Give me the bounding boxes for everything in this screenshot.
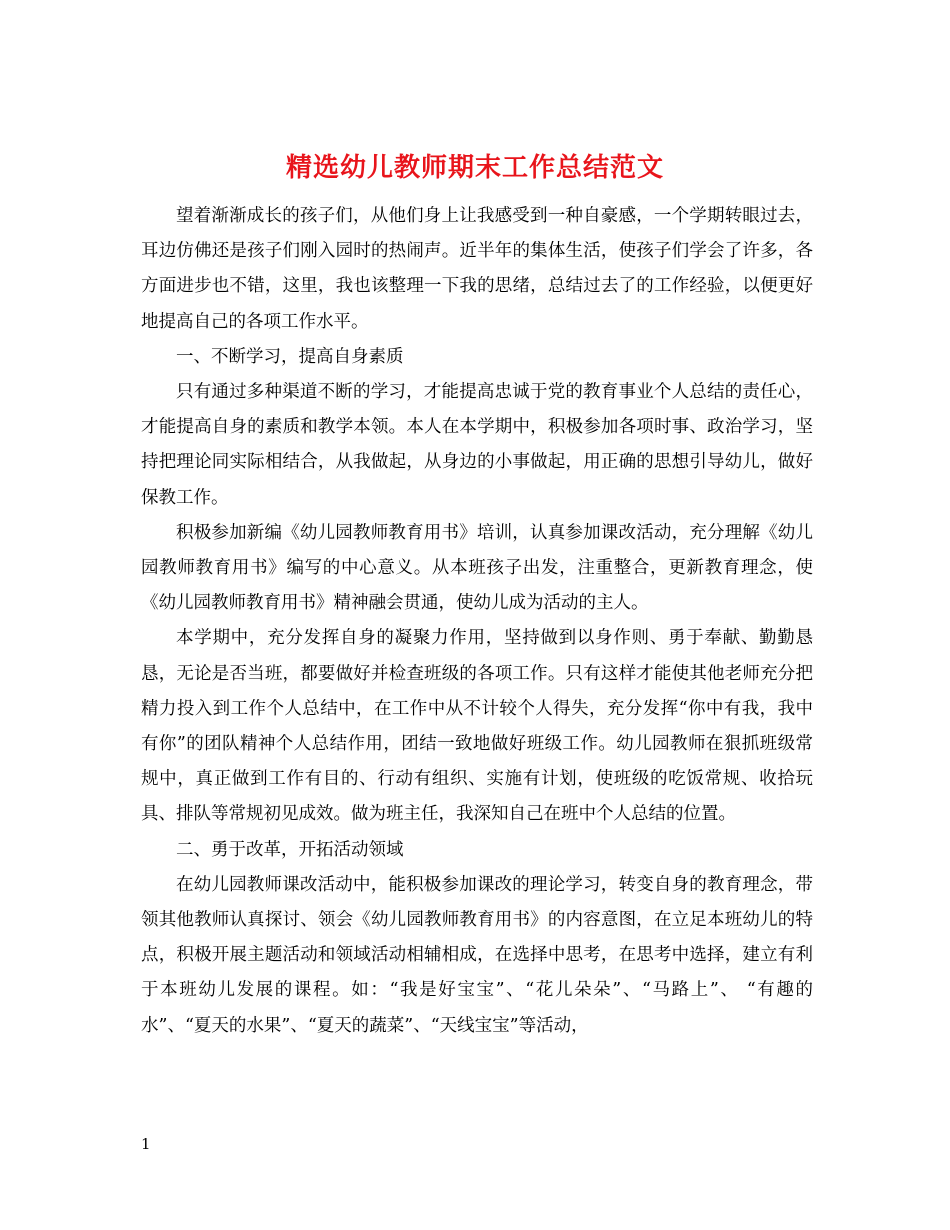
paragraph-training: 积极参加新编《幼儿园教师教育用书》培训，认真参加课改活动，充分理解《幼儿园教师教育用书》编写的中心意义。从本班孩子出发，注重整合，更新教育理念，使《幼儿园教师教育用书》精神融会贯通，使幼儿成为活动的主人。 [141, 522, 813, 614]
paragraph-teamwork: 本学期中，充分发挥自身的凝聚力作用，坚持做到以身作则、勇于奉献、勤勤恳恳，无论是否当班，都要做好并检查班级的各项工作。只有这样才能使其他老师充分把精力投入到工作个人总结中，在工作中从不计较个人得失，充分发挥“你中有我，我中有你”的团队精神个人总结作用，团结一致地做好班级工作。幼儿园教师在狠抓班级常规中，真正做到工作有目的、行动有组织、实施有计划，使班级的吃饭常规、收拾玩具、排队等常规初见成效。做为班主任，我深知自己在班中个人总结的位置。 [141, 628, 813, 825]
section-heading-2: 二、勇于改革，开拓活动领域 [176, 839, 404, 860]
paragraph-study: 只有通过多种渠道不断的学习，才能提高忠诚于党的教育事业个人总结的责任心，才能提高自身的素质和教学本领。本人在本学期中，积极参加各项时事、政治学习，坚持把理论同实际相结合，从我做起，从身边的小事做起，用正确的思想引导幼儿，做好保教工作。 [141, 382, 813, 508]
document-body [141, 199, 813, 1044]
document-title: 精选幼儿教师期末工作总结范文 [285, 153, 664, 184]
paragraph-reform: 在幼儿园教师课改活动中，能积极参加课改的理论学习，转变自身的教育理念，带领其他教师认真探讨、领会《幼儿园教师教育用书》的内容意图，在立足本班幼儿的特点，积极开展主题活动和领域活动相辅相成，在选择中思考，在思考中选择，建立有利于本班幼儿发展的课程。如：“我是好宝宝”、“花儿朵朵”、“马路上”、 “有趣的水”、“夏天的水果”、“夏天的蔬菜”、“天线宝宝”等活动， [141, 874, 813, 1036]
page-number: 1 [141, 1135, 151, 1153]
section-heading-1: 一、不断学习，提高自身素质 [176, 346, 404, 367]
paragraph-intro: 望着渐渐成长的孩子们，从他们身上让我感受到一种自豪感，一个学期转眼过去，耳边仿佛还是孩子们刚入园时的热闹声。近半年的集体生活，使孩子们学会了许多，各方面进步也不错，这里，我也该整理一下我的思绪，总结过去了的工作经验，以便更好地提高自己的各项工作水平。 [141, 206, 813, 332]
